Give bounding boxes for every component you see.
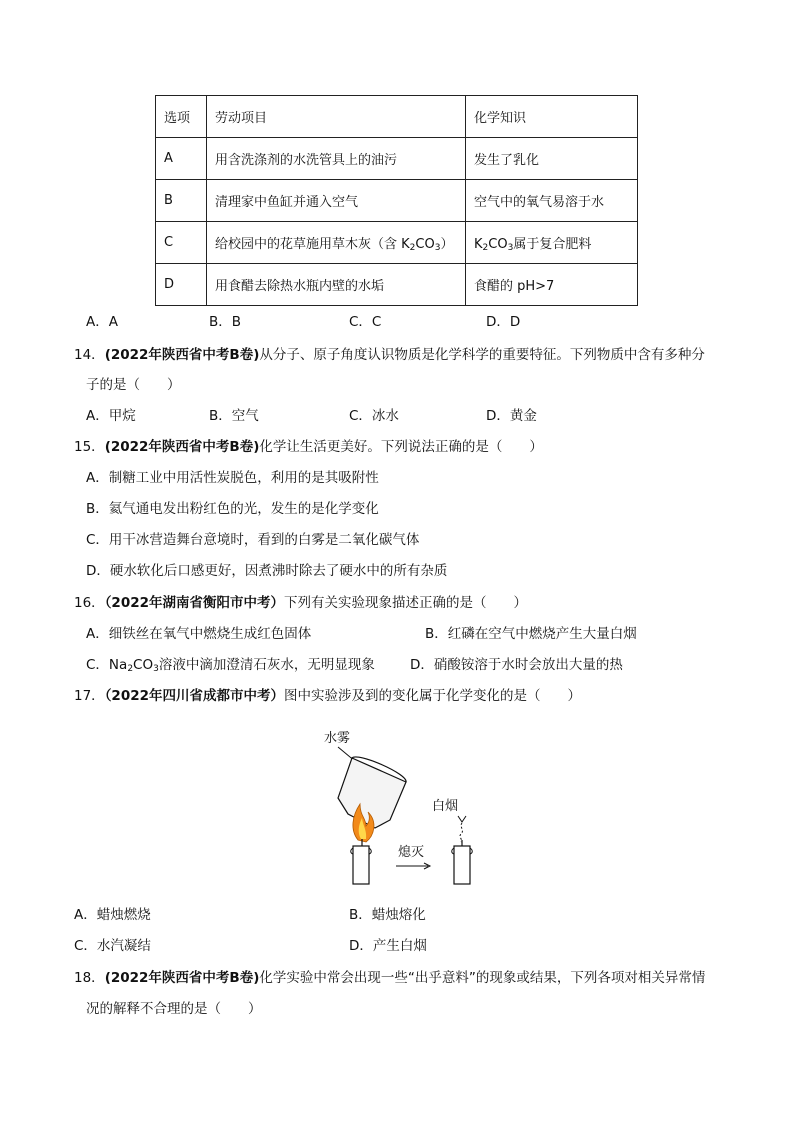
q15-stem	[74, 437, 543, 457]
option-text: C．Na	[86, 657, 128, 673]
q17-option-d: D．产生白烟	[349, 938, 427, 954]
cell-text: K	[474, 237, 483, 252]
question-number: 14．	[74, 347, 105, 363]
q15-option-c: C．用干冰营造舞台意境时，看到的白雾是二氧化碳气体	[86, 532, 420, 548]
q16-stem	[74, 593, 527, 613]
question-source: (2022年陕西省中考B卷)	[104, 970, 260, 986]
option-text: 溶液中滴加澄清石灰水，无明显现象	[158, 657, 375, 673]
q14-stem-cont: 子的是（ ）	[86, 377, 181, 393]
table-cell: D	[156, 264, 207, 306]
label-mist: 水雾	[324, 731, 351, 746]
label-extinguish: 熄灭	[398, 845, 425, 860]
table-header-cell: 化学知识	[466, 96, 638, 138]
q13-table	[155, 95, 638, 306]
table-row	[156, 264, 638, 306]
question-text: 从分子、原子角度认识物质是化学科学的重要特征。下列物质中含有多种分	[259, 347, 705, 363]
q14-option-a: A．甲烷	[86, 408, 136, 424]
table-cell: A	[156, 138, 207, 180]
table-cell: 发生了乳化	[466, 138, 638, 180]
q17-option-c: C．水汽凝结	[74, 938, 151, 954]
subscript: 3	[153, 664, 159, 674]
q17-option-a: A．蜡烛燃烧	[74, 907, 151, 923]
table-cell	[466, 222, 638, 264]
q17-option-b: B．蜡烛熔化	[349, 907, 426, 923]
cell-text: CO	[488, 237, 508, 252]
question-source: （2022年湖南省衡阳市中考）	[104, 595, 285, 611]
question-number: 17．	[74, 688, 105, 704]
extinguished-candle-icon	[452, 840, 473, 884]
q15-option-a: A．制糖工业中用活性炭脱色，利用的是其吸附性	[86, 470, 379, 486]
table-row	[156, 138, 638, 180]
question-text: 下列有关实验现象描述正确的是（ ）	[284, 595, 528, 611]
q16-option-c	[86, 655, 375, 675]
q13-option-d: D．D	[486, 314, 521, 330]
table-cell: 食醋的 pH>7	[466, 264, 638, 306]
cell-text: CO	[415, 237, 435, 252]
candle-experiment-figure	[300, 722, 500, 887]
question-text: 图中实验涉及到的变化属于化学变化的是（ ）	[284, 688, 582, 704]
subscript: 2	[482, 243, 489, 253]
question-text: 化学实验中常会出现一些“出乎意料”的现象或结果，下列各项对相关异常情	[259, 970, 706, 986]
question-number: 15．	[74, 439, 105, 455]
q14-stem	[74, 345, 705, 365]
question-text: 化学让生活更美好。下列说法正确的是（ ）	[259, 439, 543, 455]
table-cell: 清理家中鱼缸并通入空气	[207, 180, 466, 222]
q13-option-a: A．A	[86, 314, 118, 330]
subscript: 3	[434, 243, 441, 253]
question-number: 18．	[74, 970, 105, 986]
q17-stem	[74, 686, 581, 706]
cell-text: 属于复合肥料	[513, 237, 592, 252]
q16-option-d: D．硝酸铵溶于水时会放出大量的热	[410, 657, 623, 673]
table-row	[156, 180, 638, 222]
table-header-cell: 选项	[156, 96, 207, 138]
label-white-smoke: 白烟	[432, 799, 459, 814]
subscript: 3	[507, 243, 514, 253]
question-source: (2022年陕西省中考B卷)	[104, 347, 260, 363]
smoke-wisp-icon	[458, 816, 466, 842]
table-cell: 用含洗涤剂的水洗管具上的油污	[207, 138, 466, 180]
table-header-cell: 劳动项目	[207, 96, 466, 138]
q13-option-c: C．C	[349, 314, 382, 330]
table-cell	[207, 222, 466, 264]
q18-stem	[74, 968, 705, 988]
q15-option-d: D．硬水软化后口感更好，因煮沸时除去了硬水中的所有杂质	[86, 563, 448, 579]
table-row	[156, 222, 638, 264]
question-source: (2022年陕西省中考B卷)	[104, 439, 260, 455]
subscript: 2	[409, 243, 416, 253]
table-cell: 用食醋去除热水瓶内壁的水垢	[207, 264, 466, 306]
q13-option-b: B．B	[209, 314, 242, 330]
q16-option-a: A．细铁丝在氧气中燃烧生成红色固体	[86, 626, 312, 642]
subscript: 2	[127, 664, 134, 674]
q14-option-b: B．空气	[209, 408, 259, 424]
table-cell: B	[156, 180, 207, 222]
q14-option-d: D．黄金	[486, 408, 537, 424]
option-text: CO	[133, 657, 154, 673]
cell-text: ）	[440, 237, 454, 252]
question-number: 16．	[74, 595, 105, 611]
table-cell: 空气中的氧气易溶于水	[466, 180, 638, 222]
right-arrow-icon	[396, 863, 430, 869]
lit-candle-icon	[351, 804, 374, 884]
cell-text: 给校园中的花草施用草木灰（含 K	[215, 237, 410, 252]
question-source: （2022年四川省成都市中考）	[104, 688, 285, 704]
q16-option-b: B．红磷在空气中燃烧产生大量白烟	[425, 626, 637, 642]
table-header-row	[156, 96, 638, 138]
q18-stem-cont: 况的解释不合理的是（ ）	[86, 1001, 262, 1017]
q15-option-b: B．氦气通电发出粉红色的光，发生的是化学变化	[86, 501, 379, 517]
q14-option-c: C．冰水	[349, 408, 399, 424]
table-cell: C	[156, 222, 207, 264]
